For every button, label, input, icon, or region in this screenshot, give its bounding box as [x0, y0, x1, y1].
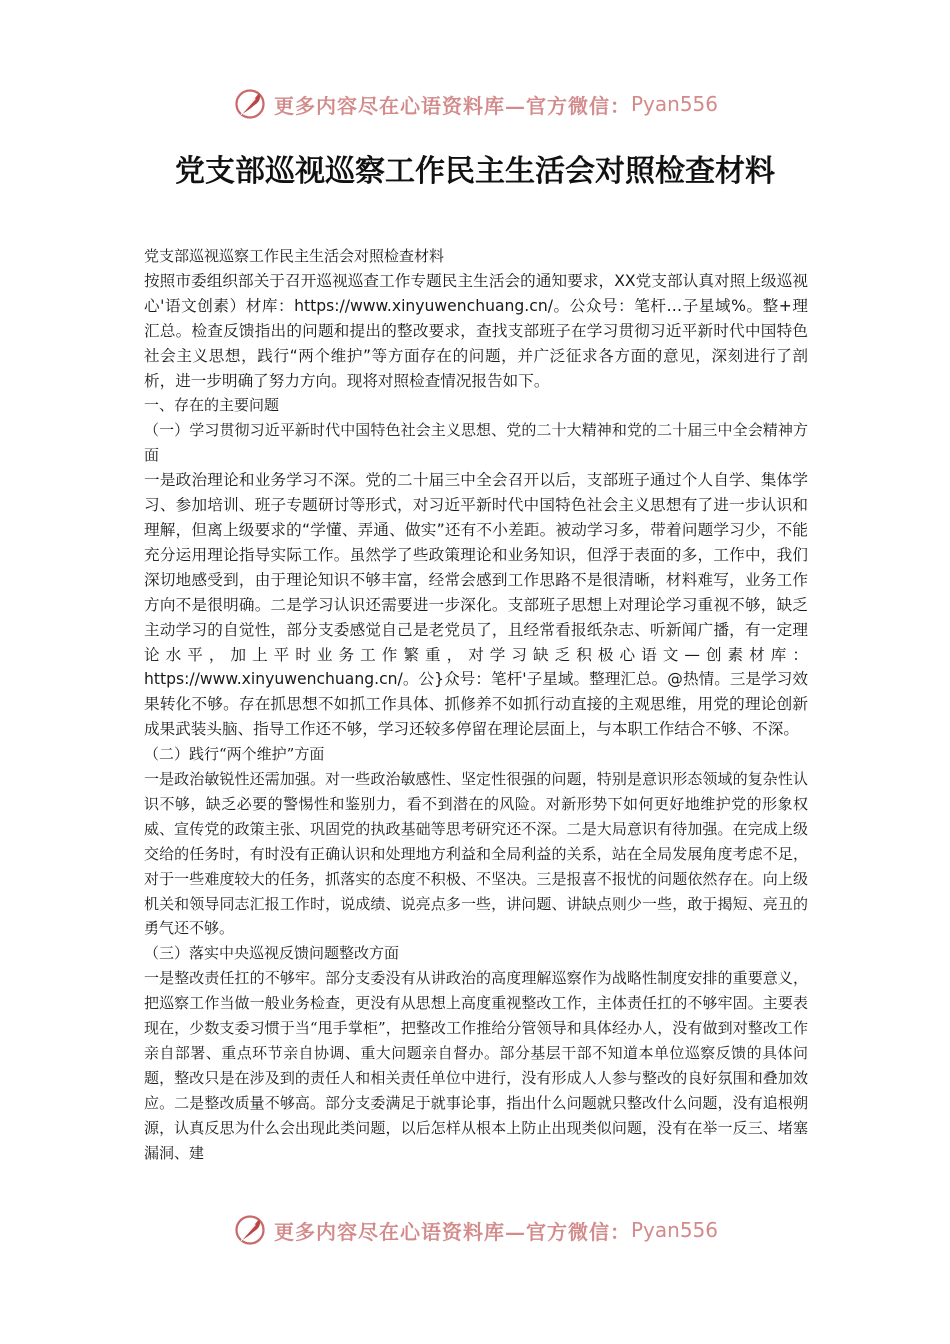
document-body: [144, 244, 808, 1194]
section-heading-1: 一、存在的主要问题: [144, 396, 280, 415]
document-subtitle: 党支部巡视巡察工作民主生活会对照检查材料: [144, 247, 445, 265]
banner-wechat-handle: Pyan556: [630, 92, 718, 116]
banner-text: 更多内容尽在心语资料库—官方微信：: [273, 1219, 631, 1244]
feather-pen-logo-icon: [232, 1212, 268, 1248]
paragraph-2: 一是政治敏锐性还需加强。对一些政治敏感性、坚定性很强的问题，特别是意识形态领域的复杂性认识不够，缺乏必要的警惕性和鉴别力，看不到潜在的风险。对新形势下如何更好地维护党的形象权威、宣传党的政策主张、巩固党的执政基础等思考研究还不深。二是大局意识有待加强。在完成上级交给的任务时，有时没有正确认识和处理地方利益和全局利益的关系，站在全局发展角度考虑不足，对于一些难度较大的任务，抓落实的态度不积极、不坚决。三是报喜不报忧的问题依然存在。向上级机关和领导同志汇报工作时，说成绩、说亮点多一些，讲问题、讲缺点则少一些，敢于揭短、亮丑的勇气还不够。: [144, 770, 808, 938]
banner-wechat-handle: Pyan556: [630, 1218, 718, 1242]
intro-paragraph: 按照市委组织部关于召开巡视巡查工作专题民主生活会的通知要求，XX党支部认真对照上级巡视心'语文创素）材库：https://www.xinyuwenchuang.cn/。公众号：笔杆…子星域%。整+理汇总。检查反馈指出的问题和提出的整改要求，查找支部班子在学习贯彻习近平新时代中国特色社会主义思想，践行“两个维护”等方面存在的问题，并广泛征求各方面的意见，深刻进行了剖析，进一步明确了努力方向。现将对照检查情况报告如下。: [144, 271, 808, 390]
banner-text: 更多内容尽在心语资料库—官方微信：: [273, 93, 631, 118]
feather-pen-logo-icon: [232, 86, 268, 122]
top-watermark-banner: [0, 82, 950, 126]
document-title: 党支部巡视巡察工作民主生活会对照检查材料: [175, 154, 775, 189]
subsection-heading-1: （一）学习贯彻习近平新时代中国特色社会主义思想、党的二十大精神和党的二十届三中全会精神方面: [144, 421, 808, 465]
subsection-heading-2: （二）践行“两个维护”方面: [144, 745, 325, 764]
bottom-watermark-banner: [0, 1208, 950, 1252]
paragraph-1: 一是政治理论和业务学习不深。党的二十届三中全会召开以后，支部班子通过个人自学、集体学习、参加培训、班子专题研讨等形式，对习近平新时代中国特色社会主义思想有了进一步认识和理解，但离上级要求的“学懂、弄通、做实”还有不小差距。被动学习多，带着问题学习少，不能充分运用理论指导实际工作。虽然学了些政策理论和业务知识，但浮于表面的多，工作中，我们深切地感受到，由于理论知识不够丰富，经常会感到工作思路不是很清晰，材料难写，业务工作方向不是很明确。二是学习认识还需要进一步深化。支部班子思想上对理论学习重视不够，缺乏主动学习的自觉性，部分支委感觉自己是老党员了，且经常看报纸杂志、听新闻广播，有一定理论水平，加上平时业务工作繁重，对学习缺乏积极心语文—创素材库：https://www.xinyuwenchuang.cn/。公}众号：笔杆'子星域。整理汇总。@热情。三是学习效果转化不够。存在抓思想不如抓工作具体、抓修养不如抓行动直接的主观思维，用党的理论创新成果武装头脑、指导工作还不够，学习还较多停留在理论层面上，与本职工作结合不够、不深。: [144, 471, 808, 739]
subsection-heading-3: （三）落实中央巡视反馈问题整改方面: [144, 944, 400, 963]
paragraph-3: 一是整改责任扛的不够牢。部分支委没有从讲政治的高度理解巡察作为战略性制度安排的重要意义，把巡察工作当做一般业务检查，更没有从思想上高度重视整改工作，主体责任扛的不够牢固。主要表现在，少数支委习惯于当“甩手掌柜”，把整改工作推给分管领导和具体经办人，没有做到对整改工作亲自部署、重点环节亲自协调、重大问题亲自督办。部分基层干部不知道本单位巡察反馈的具体问题，整改只是在涉及到的责任人和相关责任单位中进行，没有形成人人参与整改的良好氛围和叠加效应。二是整改质量不够高。部分支委满足于就事论事，指出什么问题就只整改什么问题，没有追根朔源，认真反思为什么会出现此类问题，以后怎样从根本上防止出现类似问题，没有在举一反三、堵塞漏洞、建: [144, 969, 808, 1162]
